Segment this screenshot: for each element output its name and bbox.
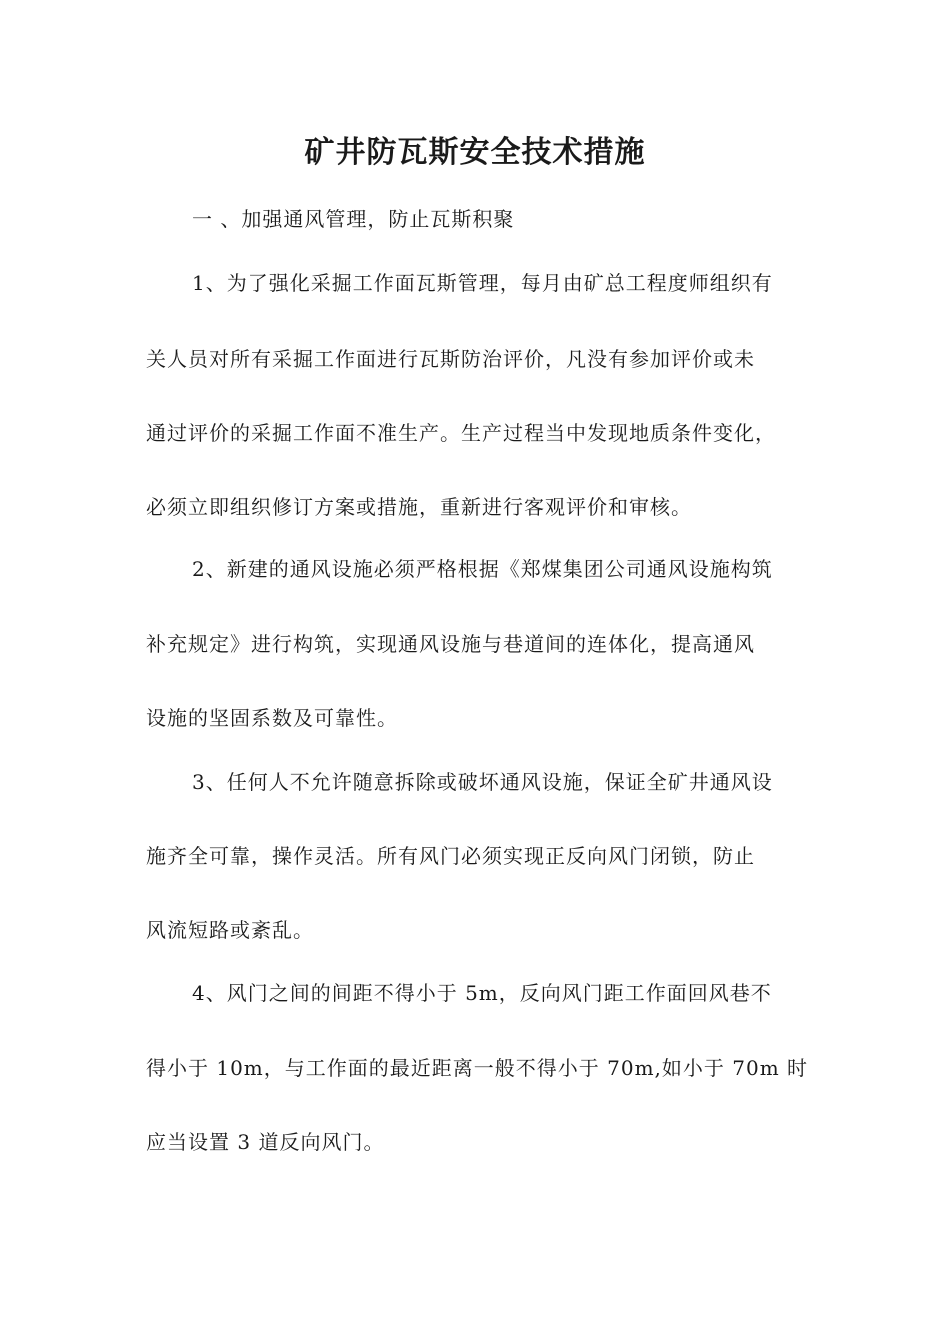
paragraph-line: 4、风门之间的间距不得小于 5m，反向风门距工作面回风巷不 xyxy=(192,981,772,1005)
paragraph-line: 关人员对所有采掘工作面进行瓦斯防治评价，凡没有参加评价或未 xyxy=(146,347,755,371)
paragraph-line: 得小于 10m，与工作面的最近距离一般不得小于 70m,如小于 70m 时 xyxy=(146,1056,809,1080)
paragraph-line: 设施的坚固系数及可靠性。 xyxy=(146,706,398,730)
paragraph-line: 风流短路或紊乱。 xyxy=(146,918,314,942)
document-title: 矿井防瓦斯安全技术措施 xyxy=(304,135,646,170)
paragraph-line: 补充规定》进行构筑，实现通风设施与巷道间的连体化，提高通风 xyxy=(146,632,755,656)
paragraph-line: 1、为了强化采掘工作面瓦斯管理，每月由矿总工程度师组织有 xyxy=(192,271,773,295)
paragraph-line: 通过评价的采掘工作面不准生产。生产过程当中发现地质条件变化， xyxy=(146,421,776,445)
paragraph-line: 必须立即组织修订方案或措施，重新进行客观评价和审核。 xyxy=(146,495,692,519)
paragraph-line: 应当设置 3 道反向风门。 xyxy=(146,1130,385,1154)
paragraph-line: 施齐全可靠，操作灵活。所有风门必须实现正反向风门闭锁，防止 xyxy=(146,844,755,868)
paragraph-line: 3、任何人不允许随意拆除或破坏通风设施，保证全矿井通风设 xyxy=(192,770,773,794)
section-heading: 一 、加强通风管理，防止瓦斯积聚 xyxy=(192,207,515,231)
paragraph-line: 2、新建的通风设施必须严格根据《郑煤集团公司通风设施构筑 xyxy=(192,557,773,581)
